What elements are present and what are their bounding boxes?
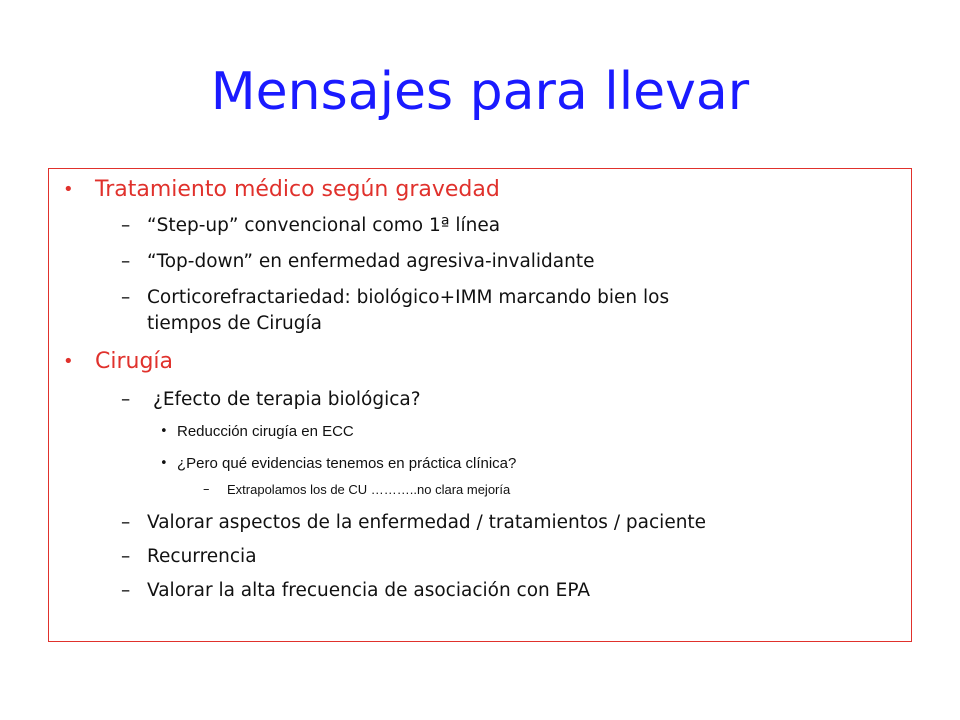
- list-item-text: Valorar aspectos de la enfermedad / tratamientos / paciente: [147, 512, 707, 533]
- content-box: [48, 168, 912, 642]
- section-heading-text: Tratamiento médico según gravedad: [95, 177, 500, 202]
- sub-list-item-text: Reducción cirugía en ECC: [177, 423, 354, 440]
- list-item-text: Valorar la alta frecuencia de asociación con EPA: [147, 580, 590, 601]
- bullet-dash-icon: –: [121, 512, 131, 533]
- bullet-dash-icon: –: [121, 251, 131, 272]
- bullet-dash-icon: –: [121, 389, 131, 410]
- list-item-text: Corticorefractariedad: biológico+IMM marcando bien los: [147, 287, 670, 308]
- sub-sub-list-item-text: Extrapolamos los de CU ………..no clara mejoría: [227, 482, 511, 497]
- bullet-dash-icon: –: [121, 580, 131, 601]
- list-item-text: Recurrencia: [147, 546, 257, 567]
- bullet-round-icon: •: [63, 179, 74, 200]
- bullet-dash-icon: –: [203, 482, 210, 497]
- bullet-round-icon: •: [160, 424, 168, 439]
- list-item-text: “Step-up” convencional como 1ª línea: [147, 215, 501, 236]
- bullet-dash-icon: –: [121, 546, 131, 567]
- bullet-round-icon: •: [160, 456, 168, 471]
- section-heading-text: Cirugía: [95, 349, 174, 374]
- bullet-dash-icon: –: [121, 287, 131, 308]
- list-item-text: “Top-down” en enfermedad agresiva-invalidante: [147, 251, 595, 272]
- sub-list-item-text: ¿Pero qué evidencias tenemos en práctica clínica?: [177, 455, 517, 472]
- bullet-round-icon: •: [63, 351, 74, 372]
- list-item-continuation-text: tiempos de Cirugía: [147, 313, 322, 334]
- bullet-dash-icon: –: [121, 215, 131, 236]
- slide-title: Mensajes para llevar: [210, 62, 750, 122]
- list-item-text: ¿Efecto de terapia biológica?: [153, 389, 421, 410]
